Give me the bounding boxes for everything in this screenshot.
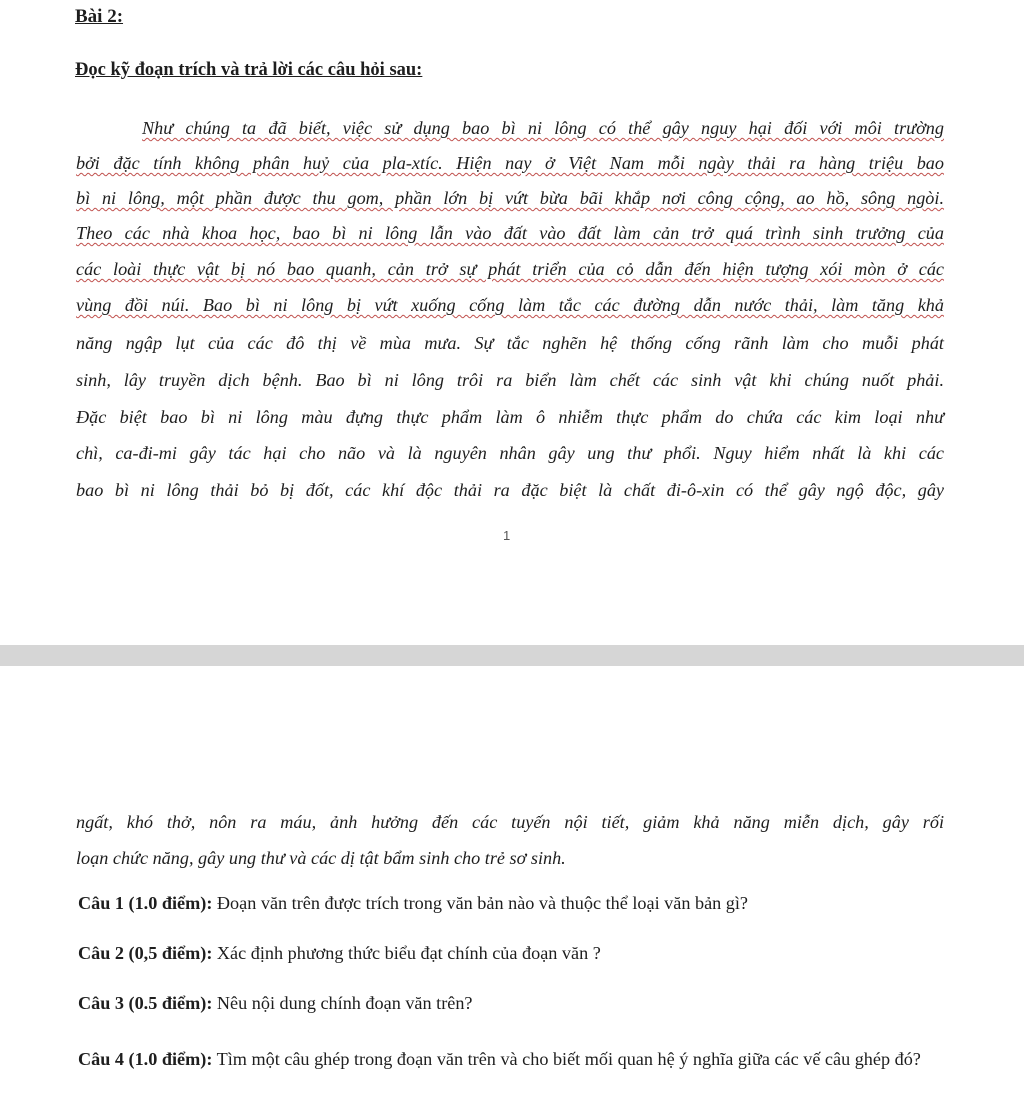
- document-page-2: [0, 666, 1024, 1115]
- page-break-gap: [0, 645, 1024, 666]
- question-3: [78, 991, 473, 1015]
- passage-line: loạn chức năng, gây ung thư và các dị tật bẩm sinh cho trẻ sơ sinh.: [76, 848, 566, 868]
- passage-line: ngất, khó thở, nôn ra máu, ảnh hưởng đến các tuyến nội tiết, giảm khả năng miễn dịch, gây rối: [76, 812, 944, 832]
- question-2: [78, 941, 601, 965]
- question-text: Đoạn văn trên được trích trong văn bản nào và thuộc thể loại văn bản gì?: [212, 893, 749, 913]
- passage-line: bao bì ni lông thải bỏ bị đốt, các khí độc thải ra đặc biệt là chất đi-ô-xin có thể gây ngộ độc, gây: [76, 480, 944, 500]
- question-label: Câu 4 (1.0 điểm):: [78, 1049, 213, 1069]
- question-text: Tìm một câu ghép trong đoạn văn trên và cho biết mối quan hệ ý nghĩa giữa các vế câu ghép đó?: [212, 1049, 921, 1069]
- passage-line: các loài thực vật bị nó bao quanh, cản trở sự phát triển của cỏ dẫn đến hiện tượng xói mòn ở các: [76, 259, 944, 279]
- page-number: 1: [503, 528, 511, 543]
- question-label: Câu 3 (0.5 điểm):: [78, 993, 213, 1013]
- passage-line: bởi đặc tính không phân huỷ của pla-xtíc. Hiện nay ở Việt Nam mỗi ngày thải ra hàng triệu bao: [76, 153, 944, 173]
- question-label: Câu 2 (0,5 điểm):: [78, 943, 213, 963]
- passage-line: sinh, lây truyền dịch bệnh. Bao bì ni lông trôi ra biển làm chết các sinh vật khi chúng nuốt phải.: [76, 370, 944, 390]
- exercise-title: Bài 2:: [75, 6, 124, 27]
- passage-line: vùng đồi núi. Bao bì ni lông bị vứt xuống cống làm tắc các đường dẫn nước thải, làm tăng khả: [76, 295, 944, 315]
- passage-line: Theo các nhà khoa học, bao bì ni lông lẫn vào đất vào đất làm cản trở quá trình sinh trưởng của: [76, 223, 944, 243]
- passage-line: Đặc biệt bao bì ni lông màu đựng thực phẩm làm ô nhiễm thực phẩm do chứa các kim loại như: [76, 407, 944, 427]
- passage-line: Như chúng ta đã biết, việc sử dụng bao bì ni lông có thể gây nguy hại đối với môi trường: [142, 118, 944, 138]
- instruction-heading: Đọc kỹ đoạn trích và trả lời các câu hỏi sau:: [75, 60, 423, 80]
- question-label: Câu 1 (1.0 điểm):: [78, 893, 213, 913]
- question-text: Xác định phương thức biểu đạt chính của đoạn văn ?: [212, 943, 601, 963]
- passage-line: năng ngập lụt của các đô thị về mùa mưa. Sự tắc nghẽn hệ thống cống rãnh làm cho muỗi phát: [76, 333, 944, 353]
- passage-line: bì ni lông, một phần được thu gom, phần lớn bị vứt bừa bãi khắp nơi công cộng, ao hồ, sông ngòi.: [76, 188, 944, 208]
- question-1: [78, 891, 748, 915]
- passage-line: chì, ca-đi-mi gây tác hại cho não và là nguyên nhân gây ung thư phổi. Nguy hiểm nhất là khi các: [76, 443, 944, 463]
- question-4: [78, 1042, 951, 1077]
- question-text: Nêu nội dung chính đoạn văn trên?: [212, 993, 473, 1013]
